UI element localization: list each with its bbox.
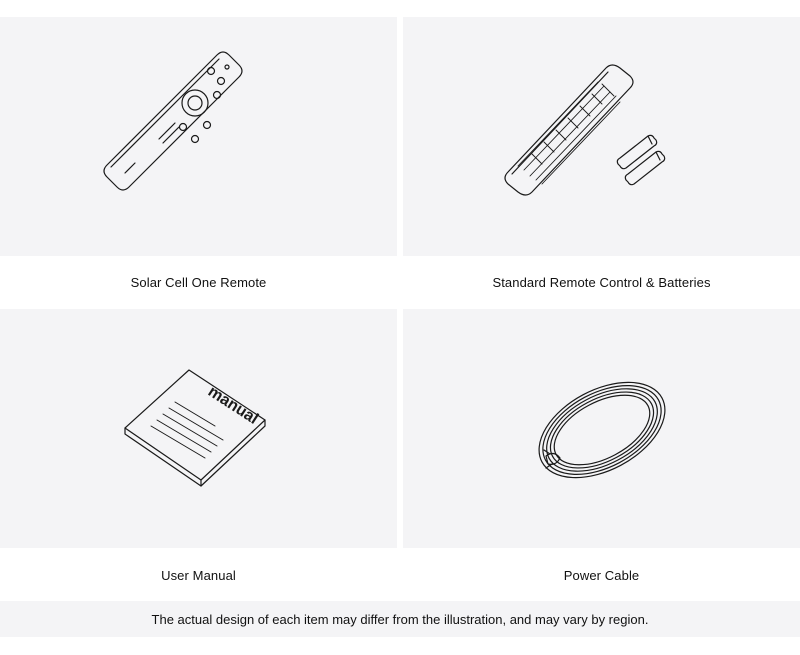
accessory-illustration: [0, 17, 397, 256]
disclaimer-bar: [0, 601, 800, 637]
accessory-label: Solar Cell One Remote: [130, 275, 267, 290]
accessories-grid: [0, 17, 800, 602]
accessory-label: User Manual: [161, 567, 236, 583]
disclaimer-text: The actual design of each item may differ from the illustration, and may vary by region.: [151, 611, 649, 627]
accessory-illustration: [403, 17, 800, 256]
standard-remote-icon: [502, 62, 702, 212]
accessory-label: Power Cable: [563, 567, 640, 583]
manual-icon: [119, 364, 279, 494]
accessory-card-standard-remote: [403, 17, 800, 309]
accessory-card-user-manual: [0, 309, 397, 602]
solar-remote-icon: [99, 47, 299, 227]
accessory-illustration: [403, 309, 800, 548]
accessory-label: Standard Remote Control & Batteries: [492, 275, 711, 290]
accessory-illustration: [0, 309, 397, 548]
accessory-card-solar-remote: [0, 17, 397, 309]
manual-cover-text: manual: [204, 382, 261, 428]
accessory-card-power-cable: [403, 309, 800, 602]
power-cable-icon: [522, 364, 682, 494]
